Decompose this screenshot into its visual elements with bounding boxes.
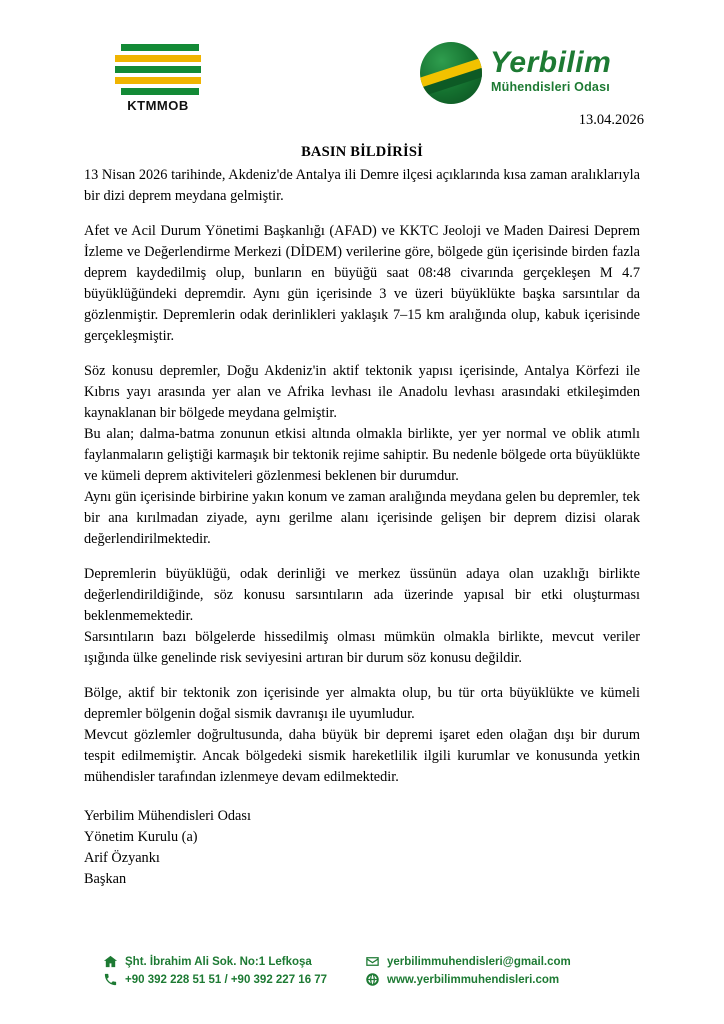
footer-website[interactable] — [365, 972, 627, 987]
signature-block — [84, 806, 640, 890]
footer-row-top — [0, 954, 724, 969]
paragraph-5: Aynı gün içerisinde birbirine yakın konum ve zaman aralığında meydana gelen bu depremler, tek bir ana kırılmadan ziyade, aynı gerilme alanı içerisinde gelişen bir deprem dizisi olarak değerlendirilmektedir. — [84, 489, 640, 548]
home-icon — [103, 954, 118, 969]
yerbilim-logo-name: Yerbilim — [490, 46, 612, 79]
paragraph-7: Sarsıntıların bazı bölgelerde hissedilmiş olması mümkün olmakla birlikte, mevcut veriler ışığında ülke genelinde risk seviyesini artıran bir durum söz konusu değildir. — [84, 629, 640, 667]
envelope-icon — [365, 954, 380, 969]
footer-email-text: yerbilimmuhendisleri@gmail.com — [387, 955, 571, 968]
signature-line-3: Arif Özyankı — [84, 850, 160, 867]
document-date: 13.04.2026 — [578, 112, 644, 128]
globe-icon — [420, 42, 482, 104]
paragraph-3: Söz konusu depremler, Doğu Akdeniz'in aktif tektonik yapısı içerisinde, Antalya Körfezi ile Kıbrıs yayı arasında yer alan ve Afrika levhası ile Anadolu levhası arasındaki etkileşimden kaynaklanan bir bölgede meydana gelmiştir. — [84, 363, 640, 422]
paragraph-6: Depremlerin büyüklüğü, odak derinliği ve merkez üssünün adaya olan uzaklığı birlikte değerlendirildiğinde, söz konusu sarsıntıların ada üzerinde yapısal bir etki oluşturması beklenmemektedir. — [84, 566, 640, 625]
footer-email[interactable] — [365, 954, 627, 969]
footer-phone[interactable] — [97, 972, 365, 987]
footer-address — [97, 954, 365, 969]
footer-row-bottom — [0, 972, 724, 987]
document-footer — [0, 951, 724, 990]
footer-address-text: Şht. İbrahim Ali Sok. No:1 Lefkoşa — [125, 955, 312, 968]
document-header — [0, 34, 724, 114]
document-body — [84, 144, 640, 890]
footer-phone-text: +90 392 228 51 51 / +90 392 227 16 77 — [125, 973, 328, 986]
globe-web-icon — [365, 972, 380, 987]
paragraph-4: Bu alan; dalma-batma zonunun etkisi altında olmakla birlikte, yer yer normal ve oblik atımlı faylanmaların geliştiği karmaşık bir tektonik rejime sahiptir. Bu nedenle bölgede orta büyüklükte ve kümeli deprem aktiviteleri gözlenmesi beklenen bir durumdur. — [84, 426, 640, 485]
yerbilim-logo-subtitle: Mühendisleri Odası — [491, 80, 610, 94]
signature-line-2: Yönetim Kurulu (a) — [84, 829, 198, 846]
page-title: BASIN BİLDİRİSİ — [301, 144, 423, 160]
ktmmob-logo — [108, 44, 208, 114]
yerbilim-logo — [420, 34, 640, 114]
signature-line-4: Başkan — [84, 871, 127, 888]
ktmmob-logo-text: KTMMOB — [127, 98, 189, 113]
signature-line-1: Yerbilim Mühendisleri Odası — [84, 808, 251, 825]
paragraph-9: Mevcut gözlemler doğrultusunda, daha büyük bir depremi işaret eden olağan dışı bir durum tespit edilmemiştir. Ancak bölgedeki sismik hareketlilik ilgili kurumlar ve konusunda yetkin mühendisler tarafından izlenmeye devam edilmektedir. — [84, 727, 640, 786]
ktmmob-bars-icon — [115, 44, 201, 92]
footer-website-text: www.yerbilimmuhendisleri.com — [387, 973, 560, 986]
paragraph-8: Bölge, aktif bir tektonik zon içerisinde yer almakta olup, bu tür orta büyüklükte ve kümeli depremler bölgenin doğal sismik davranışı ile uyumludur. — [84, 685, 640, 723]
paragraph-1: 13 Nisan 2026 tarihinde, Akdeniz'de Antalya ili Demre ilçesi açıklarında kısa zaman aralıklarıyla bir dizi deprem meydana gelmiştir. — [84, 167, 640, 205]
paragraph-2: Afet ve Acil Durum Yönetimi Başkanlığı (AFAD) ve KKTC Jeoloji ve Maden Dairesi Deprem İzleme ve Değerlendirme Merkezi (DİDEM) verilerine göre, bölgede gün içerisinde birden fazla deprem kaydedilmiş olup, bunların en büyüğü saat 08:48 civarında gerçekleşen M 4.7 büyüklüğündeki depremdir. Aynı gün içerisinde 3 ve üzeri büyüklükte başka sarsıntılar da gözlenmiştir. Depremlerin odak derinlikleri yaklaşık 7–15 km aralığında olup, kabuk içerisinde gerçekleşmiştir. — [84, 223, 640, 345]
phone-icon — [103, 972, 118, 987]
